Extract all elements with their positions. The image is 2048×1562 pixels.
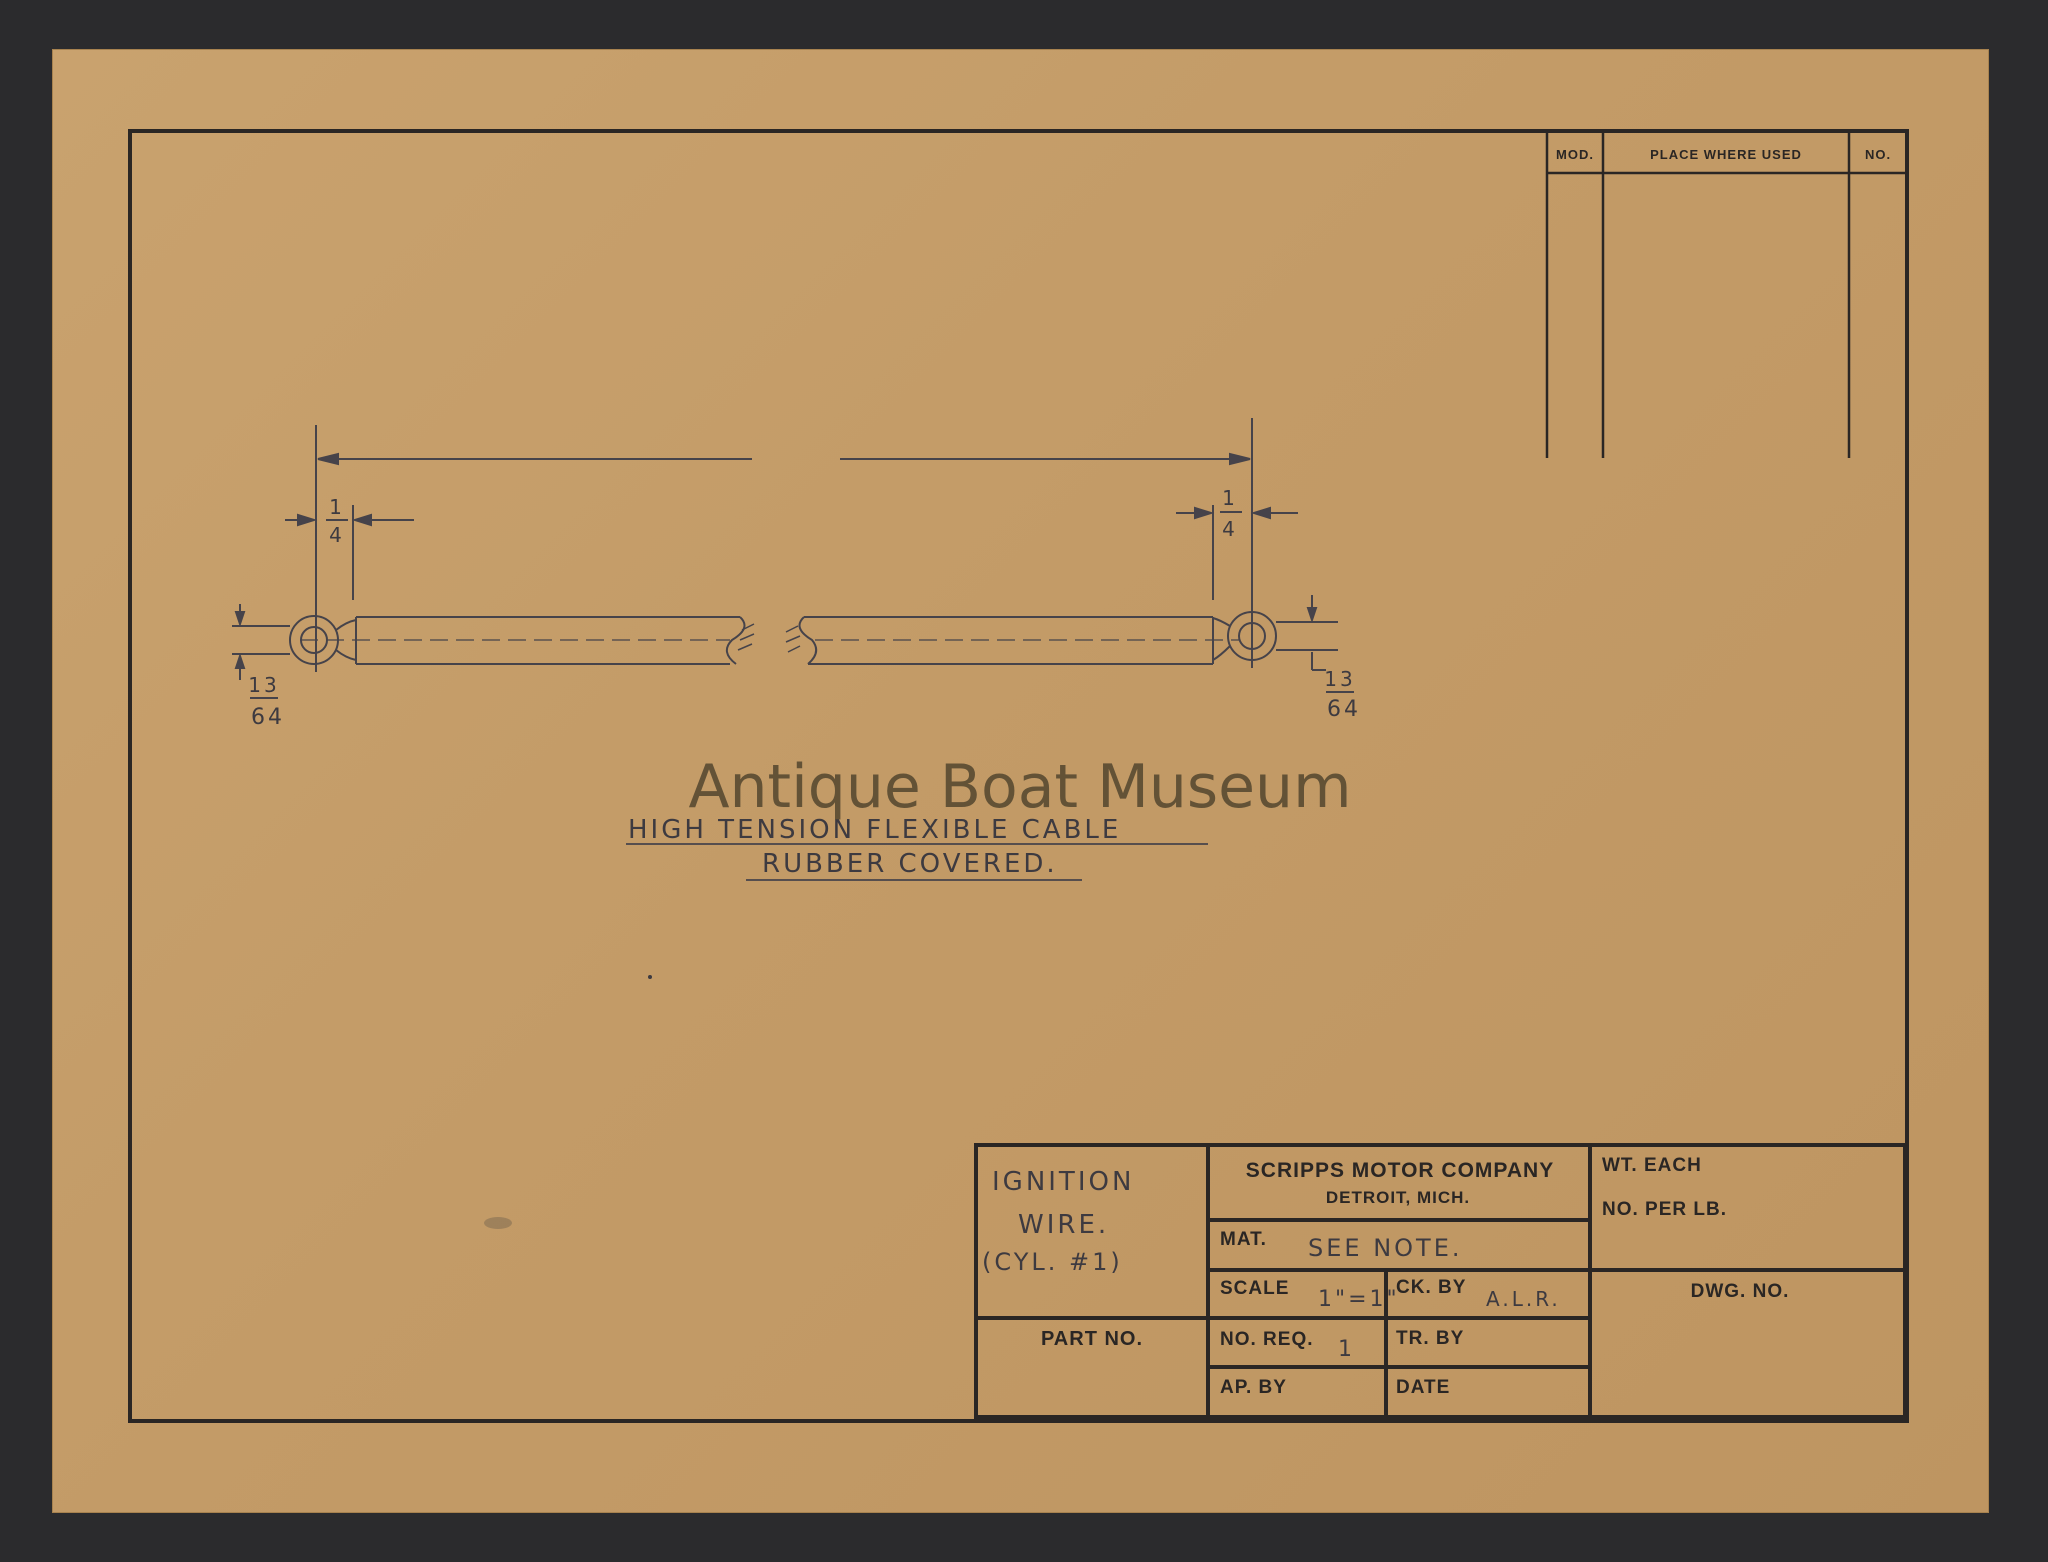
- dim-right-small-num: 13: [1324, 667, 1356, 691]
- dim-left-small-num: 13: [248, 673, 280, 697]
- dim-right-num: 1: [1222, 486, 1238, 510]
- no-req-label: NO. REQ.: [1220, 1329, 1314, 1350]
- no-per-lb-label: NO. PER LB.: [1602, 1199, 1728, 1220]
- revision-col-mod: MOD.: [1556, 147, 1594, 162]
- mat-label: MAT.: [1220, 1229, 1267, 1250]
- dim-left-den: 4: [329, 523, 345, 547]
- scale-label: SCALE: [1220, 1278, 1290, 1299]
- company-location: DETROIT, MICH.: [1325, 1188, 1471, 1207]
- museum-watermark: Antique Boat Museum: [688, 752, 1352, 822]
- scale-value: 1"=1": [1318, 1287, 1400, 1312]
- revision-table: [1547, 133, 1907, 458]
- part-name-line2: WIRE.: [1018, 1210, 1110, 1240]
- smudge: [484, 1217, 512, 1229]
- no-req-value: 1: [1338, 1337, 1355, 1362]
- dim-left-num: 1: [329, 495, 345, 519]
- company-name: SCRIPPS MOTOR COMPANY: [1245, 1159, 1555, 1182]
- tr-by-label: TR. BY: [1396, 1328, 1465, 1349]
- revision-col-no: NO.: [1864, 147, 1892, 162]
- ck-by-value: A.L.R.: [1486, 1287, 1561, 1311]
- dim-right-small-den: 64: [1327, 697, 1361, 722]
- cable-drawing: [232, 418, 1338, 680]
- date-label: DATE: [1396, 1377, 1451, 1398]
- dwg-no-label: DWG. NO.: [1690, 1281, 1790, 1302]
- ck-by-label: CK. BY: [1396, 1277, 1467, 1298]
- dim-right-den: 4: [1222, 517, 1238, 541]
- part-name-line1: IGNITION: [992, 1167, 1135, 1197]
- dim-left-small-den: 64: [251, 705, 285, 730]
- revision-col-place: PLACE WHERE USED: [1650, 147, 1802, 162]
- ap-by-label: AP. BY: [1220, 1377, 1287, 1398]
- wt-each-label: WT. EACH: [1602, 1155, 1702, 1176]
- cable-note-line1: HIGH TENSION FLEXIBLE CABLE: [628, 815, 1122, 845]
- part-name-line3: (CYL. #1): [982, 1248, 1123, 1276]
- mat-value: SEE NOTE.: [1308, 1234, 1463, 1262]
- stray-mark: [648, 975, 652, 979]
- cable-note-line2: RUBBER COVERED.: [762, 849, 1058, 879]
- part-no-label: PART NO.: [1040, 1328, 1144, 1350]
